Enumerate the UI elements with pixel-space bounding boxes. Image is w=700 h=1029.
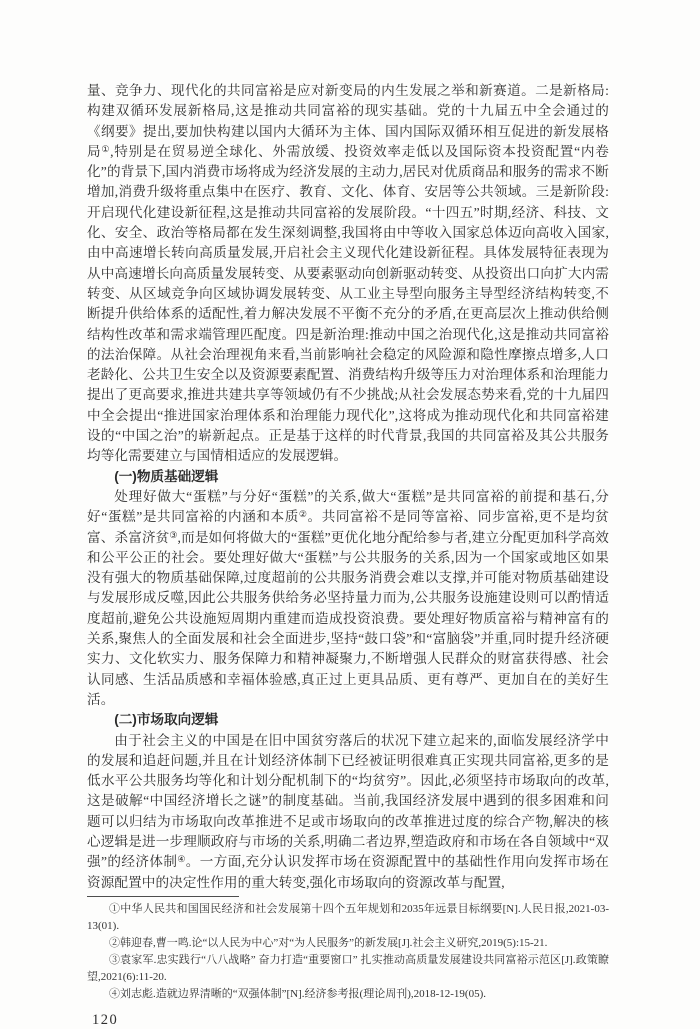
footnote-item-2: ②韩迎春,曹一鸣.论“以人民为中心”对“为人民服务”的新发展[J].社会主义研究,2019(5):15-21. [109, 936, 548, 949]
paragraph-material-basis-logic: 处理好做大“蛋糕”与分好“蛋糕”的关系,做大“蛋糕”是共同富裕的前提和基石,分好“蛋糕”是共同富裕的内涵和本质②。共同富裕不是同等富裕、同步富裕,更不是均贫富、杀富济贫③,而是如何将做大的“蛋糕”更优化地分配给参与者,建立分配更加科学高效和公平公正的社会。要处理好做大“蛋糕”与公共服务的关系,因为一个国家或地区如果没有强大的物质基础保障,过度超前的公共服务消费会难以支撑,并可能对物质基础建设与发展形成反噬,因此公共服务供给务必坚持量力而为,公共服务设施建设则可以酌情适度超前,避免公共设施短周期内重建而造成投资浪费。要处理好物质富裕与精神富有的关系,聚焦人的全面发展和社会全面进步,坚持“鼓口袋”和“富脑袋”并重,同时提升经济硬实力、文化软实力、服务保障力和精神凝聚力,不断增强人民群众的财富获得感、社会认同感、生活品质感和幸福体验感,真正过上更具品质、更有尊严、更加自在的美好生活。 [87, 488, 610, 707]
footnote-ref: ③ [169, 529, 178, 540]
footnote-item-4: ④刘志彪.造就边界清晰的“双强体制”[N].经济参考报(理论周刊),2018-12-19(05). [109, 987, 487, 1000]
heading-material-basis-logic: (一)物质基础逻辑 [114, 468, 219, 484]
text-column [87, 81, 609, 1029]
page-number: 120 [92, 1011, 119, 1028]
footnote-separator [87, 896, 239, 897]
footnote-ref: ① [101, 143, 111, 154]
footnote-ref: ② [298, 509, 308, 520]
footnote-item-1: ①中华人民共和国国民经济和社会发展第十四个五年规划和2035年远景目标纲要[N].人民日报,2021-03-13(01). [87, 902, 609, 932]
footnote-item-3: ③袁家军.忠实践行“八八战略” 奋力打造“重要窗口” 扎实推动高质量发展建设共同富裕示范区[J].政策瞭望,2021(6):11-20. [87, 953, 609, 983]
footnote-ref: ④ [177, 854, 186, 865]
paragraph-new-development-pattern: 量、竞争力、现代化的共同富裕是应对新变局的内生发展之举和新赛道。二是新格局:构建双循环发展新格局,这是推动共同富裕的现实基础。党的十九届五中全会通过的《纲要》提出,要加快构建以国内大循环为主体、国内国际双循环相互促进的新发展格局①,特别是在贸易逆全球化、外需放缓、投资效率走低以及国际资本投资配置“内卷化”的背景下,国内消费市场将成为经济发展的主动力,居民对优质商品和服务的需求不断增加,消费升级将重点集中在医疗、教育、文化、体育、安居等公共领域。三是新阶段:开启现代化建设新征程,这是推动共同富裕的发展阶段。“十四五”时期,经济、科技、文化、安全、政治等格局都在发生深刻调整,我国将由中等收入国家总体迈向高收入国家,由中高速增长转向高质量发展,开启社会主义现代化建设新征程。具体发展特征表现为从中高速增长向高质量发展转变、从要素驱动向创新驱动转变、从投资出口向扩大内需转变、从区域竞争向区域协调发展转变、从工业主导型向服务主导型经济结构转变,不断提升供给体系的适配性,着力解决发展不平衡不充分的矛盾,在更高层次上推动供给侧结构性改革和需求端管理匹配度。四是新治理:推动中国之治现代化,这是推动共同富裕的法治保障。从社会治理视角来看,当前影响社会稳定的风险源和隐性摩擦点增多,人口老龄化、公共卫生安全以及资源要素配置、消费结构升级等压力对治理体系和治理能力提出了更高要求,推进共建共享等领域仍有不少挑战;从社会发展态势来看,党的十九届四中全会提出“推进国家治理体系和治理能力现代化”,这将成为推动现代化和共同富裕建设的“中国之治”的崭新起点。正是基于这样的时代背景,我国的共同富裕及其公共服务均等化需要建立与国情相适应的发展逻辑。 [87, 83, 609, 464]
heading-market-orientation-logic: (二)市场取向逻辑 [114, 712, 219, 728]
paragraph-market-orientation-logic: 由于社会主义的中国是在旧中国贫穷落后的状况下建立起来的,面临发展经济学中的发展和追赶问题,并且在计划经济体制下已经被证明很难真正实现共同富裕,更多的是低水平公共服务均等化和计划分配机制下的“均贫穷”。因此,必须坚持市场取向的改革,这是破解“中国经济增长之谜”的制度基础。当前,我国经济发展中遇到的很多困难和问题可以归结为市场取向改革推进不足或市场取向的改革推进过度的综合产物,解决的核心逻辑是进一步理顺政府与市场的关系,明确二者边界,塑造政府和市场在各自领域中“双强”的经济体制④。一方面,充分认识发挥市场在资源配置中的基础性作用向发挥市场在资源配置中的决定性作用的重大转变,强化市场取向的资源改革与配置, [87, 732, 610, 890]
footnote-list [87, 901, 609, 1003]
